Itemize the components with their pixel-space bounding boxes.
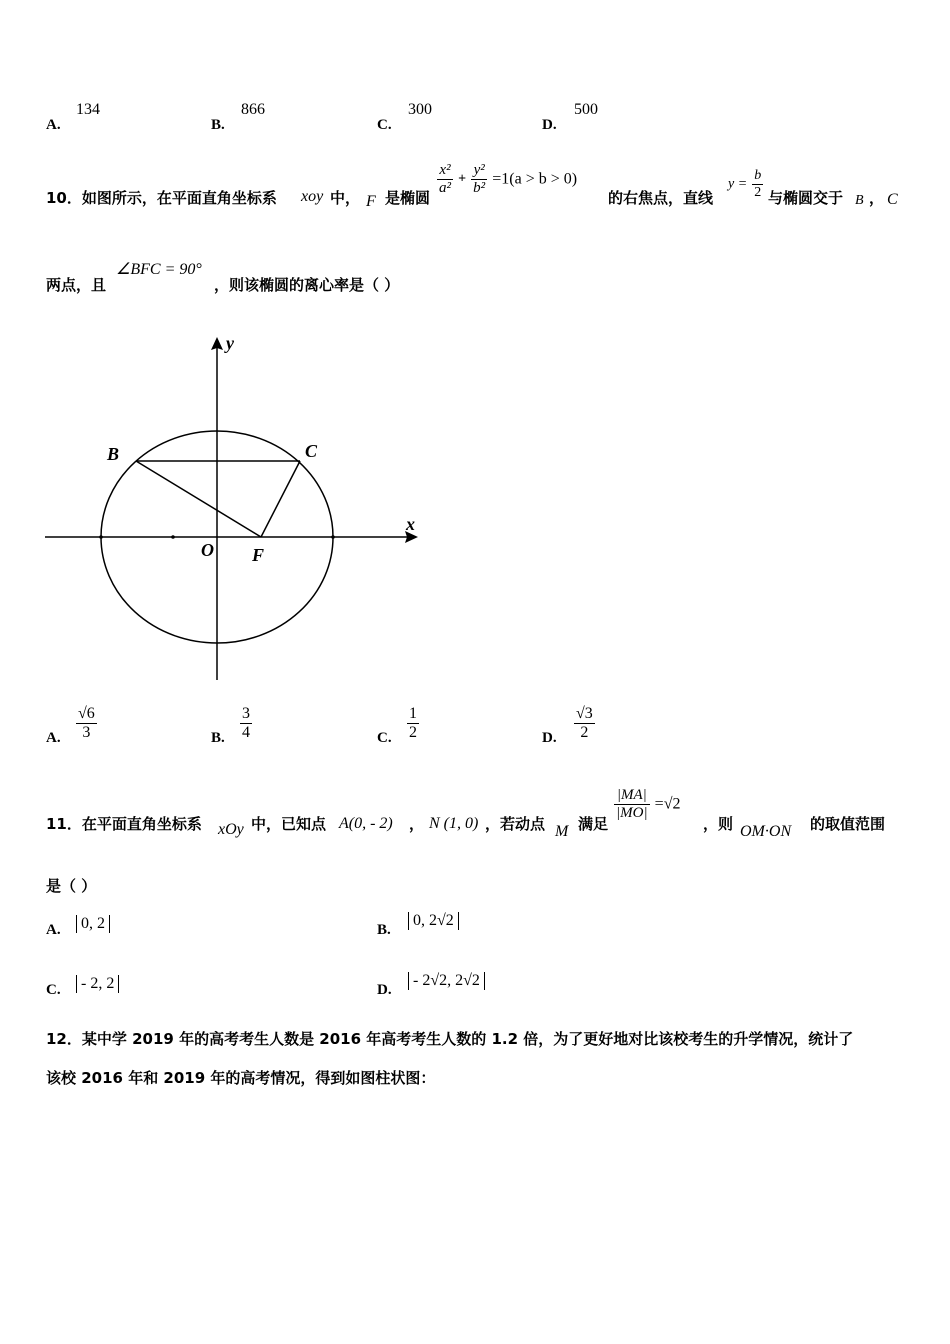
line-2: 2: [754, 185, 762, 200]
ellipse-rhs: =1(a > b > 0): [492, 170, 578, 188]
label-O: O: [201, 540, 214, 560]
q11-option-b-label: B.: [377, 922, 391, 938]
ellipse-x2: x²: [439, 162, 451, 178]
q10-text-3: 是椭圆: [385, 189, 431, 207]
q11-vector-product: OM·ON: [740, 823, 792, 840]
line-b: b: [754, 168, 762, 183]
q9-option-c-value: 300: [408, 101, 432, 118]
q10-option-a-label: A.: [46, 730, 61, 746]
label-B: B: [107, 444, 120, 464]
q10-text-7: ，则该椭圆的离心率是（ ）: [214, 276, 400, 294]
q11-text-2: 中，已知点: [251, 815, 327, 833]
q11-number: 11．: [46, 815, 82, 833]
q11-M: M: [555, 823, 569, 840]
label-C: C: [305, 441, 318, 461]
q11-option-d-value: - 2√2, 2√2: [408, 972, 485, 990]
q9-option-b-label: B.: [211, 117, 225, 133]
q10-text-4: 的右焦点，直线: [608, 189, 714, 207]
q10-number: 10．: [46, 189, 82, 207]
ellipse-plus: +: [458, 171, 467, 187]
right-vertex: [331, 535, 335, 539]
ellipse-b2: b²: [473, 180, 486, 196]
label-x: x: [406, 514, 415, 534]
ratio-num: |MA|: [616, 787, 647, 803]
q11-option-a-value: 0, 2: [76, 915, 110, 933]
q11-text-3: ，: [409, 815, 425, 833]
q10-option-c-value: $\frac{1}{2}$: [409, 705, 417, 741]
q11-xOy: xOy: [218, 821, 244, 838]
q11-option-c-label: C.: [46, 982, 61, 998]
q10-text-2: 中，: [330, 189, 361, 207]
q10-comma: ，: [869, 189, 885, 207]
q12-line-1: 12．某中学 2019 年的高考考生人数是 2016 年高考考生人数的 1.2 倍，为了更好地对比该校考生的升学情况，统计了: [46, 1030, 854, 1048]
q10-ellipse-figure: [40, 330, 430, 690]
q11-point-A: A(0, - 2): [339, 815, 393, 832]
ratio-den: |MO|: [616, 805, 648, 821]
label-y: y: [226, 333, 234, 353]
q10-F: F: [366, 193, 376, 210]
q11-text-6: ，则: [703, 815, 734, 833]
q10-B: B: [855, 193, 864, 208]
label-F: F: [252, 545, 265, 565]
q10-text-1: 如图所示，在平面直角坐标系: [81, 189, 277, 207]
q11-point-N: N (1, 0): [429, 815, 479, 832]
q10-option-c-label: C.: [377, 730, 392, 746]
line-y: y =: [728, 176, 748, 192]
q10-text-6: 两点，且: [46, 276, 107, 294]
q11-option-c-value: - 2, 2: [76, 975, 119, 993]
q10-text-5: 与椭圆交于: [768, 189, 844, 207]
q10-option-a-value: $\frac{√6}{3}$: [78, 705, 95, 741]
q11-text-7: 的取值范围: [810, 815, 886, 833]
q10-option-b-label: B.: [211, 730, 225, 746]
q10-option-d-value: $\frac{√3}{2}$: [576, 705, 593, 741]
q11-ratio-equation: [614, 787, 680, 822]
q9-option-c-label: C.: [377, 117, 392, 133]
q11-option-a-label: A.: [46, 922, 61, 938]
ellipse-a2: a²: [439, 180, 451, 196]
q9-option-d-label: D.: [542, 117, 557, 133]
q11-option-b-value: 0, 2√2: [408, 912, 459, 930]
q11-option-d-label: D.: [377, 982, 392, 998]
q10-ellipse-equation: [437, 162, 577, 197]
left-vertex: [99, 535, 103, 539]
q10-option-b-value: $\frac{3}{4}$: [242, 705, 250, 741]
q10-option-d-label: D.: [542, 730, 557, 746]
segment-CF: [261, 461, 300, 537]
q11-text-8: 是（ ）: [46, 877, 97, 895]
segment-BF: [136, 461, 261, 537]
q9-option-b-value: 866: [241, 101, 265, 118]
q10-angle: ∠BFC = 90°: [116, 261, 202, 278]
q12-line-2: 该校 2016 年和 2019 年的高考情况，得到如图柱状图：: [46, 1069, 436, 1087]
left-focus: [171, 535, 175, 539]
q9-option-a-value: 134: [76, 101, 100, 118]
q11-text-1: 在平面直角坐标系: [81, 815, 202, 833]
q11-text-4: ，若动点: [485, 815, 546, 833]
q10-C: C: [887, 191, 898, 208]
q9-option-d-value: 500: [574, 101, 598, 118]
q10-line-equation: [728, 168, 763, 201]
q11-text-5: 满足: [578, 815, 609, 833]
ellipse-y2: y²: [473, 162, 485, 178]
ratio-rhs: =√2: [654, 795, 681, 813]
q9-option-a-label: A.: [46, 117, 61, 133]
q10-xoy: xoy: [301, 188, 324, 205]
